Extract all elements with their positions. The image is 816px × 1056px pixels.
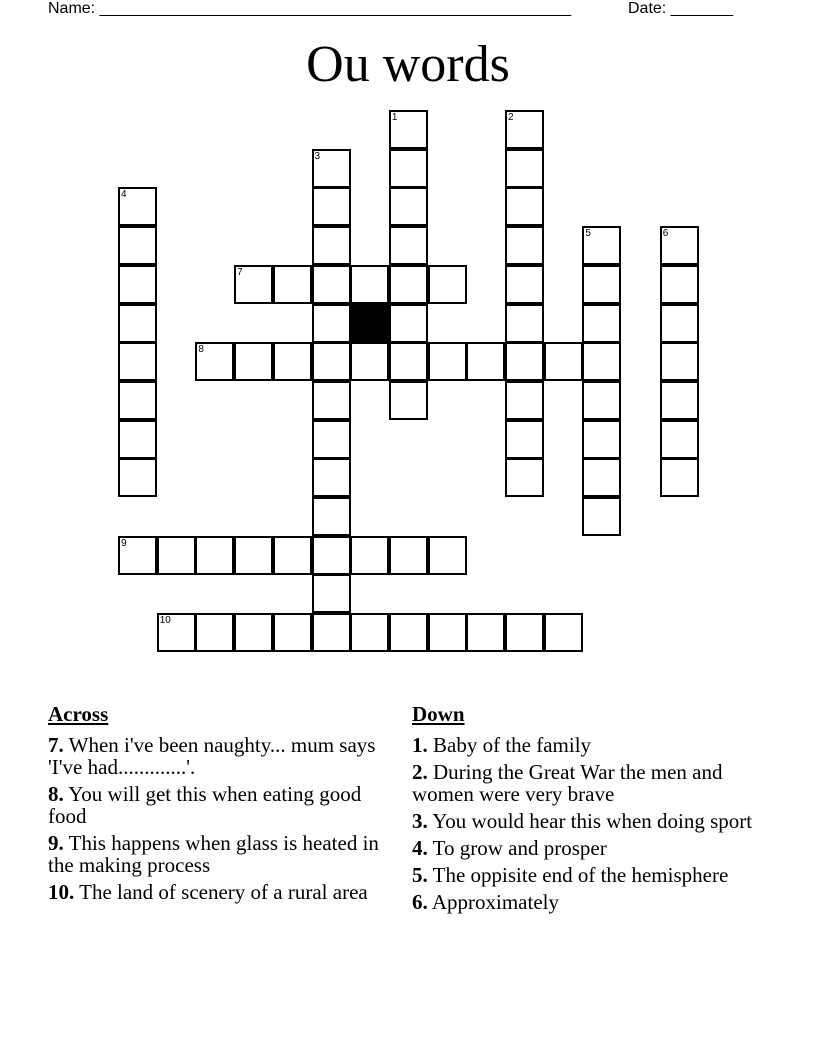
clue-text: To grow and prosper [432,836,607,860]
crossword-cell[interactable] [389,110,428,149]
clue-number: 10. [48,880,75,904]
clue-number: 6. [412,890,428,914]
crossword-cell[interactable] [505,187,544,226]
crossword-cell[interactable] [234,536,273,575]
crossword-cell[interactable] [118,265,157,304]
crossword-cell[interactable] [582,226,621,265]
crossword-cell[interactable] [660,226,699,265]
clue-across-8 [48,783,393,827]
crossword-cell[interactable] [118,420,157,459]
crossword-cell[interactable] [428,536,467,575]
cell-number: 2 [508,112,514,123]
crossword-cell[interactable] [195,613,234,652]
cell-number: 5 [585,228,591,240]
crossword-cell[interactable] [389,381,428,420]
crossword-cell[interactable] [389,149,428,188]
crossword-cell[interactable] [312,342,351,381]
crossword-cell[interactable] [118,187,157,226]
clue-down-6 [412,891,762,913]
crossword-cell[interactable] [428,613,467,652]
crossword-cell[interactable] [466,613,505,652]
page-title: Ou words [306,36,510,93]
clue-text: This happens when glass is heated in the making process [48,831,379,877]
clue-down-4 [412,837,762,859]
clue-number: 3. [412,809,428,833]
crossword-cell[interactable] [312,497,351,536]
crossword-cell[interactable] [273,342,312,381]
black-square [350,304,389,343]
clue-down-1 [412,734,762,756]
clue-number: 2. [412,760,428,784]
crossword-cell[interactable] [582,265,621,304]
crossword-cell[interactable] [505,420,544,459]
clue-number: 4. [412,836,428,860]
crossword-cell[interactable] [660,342,699,381]
clue-text: Baby of the family [433,733,592,757]
crossword-cell[interactable] [505,458,544,497]
crossword-cell[interactable] [118,226,157,265]
clue-number: 8. [48,782,64,806]
crossword-cell[interactable] [312,226,351,265]
date-field-label: Date: _______ [628,0,733,17]
clue-text: You would hear this when doing sport [432,809,753,833]
cell-number: 9 [121,537,127,549]
crossword-cell[interactable] [582,381,621,420]
crossword-cell[interactable] [312,304,351,343]
crossword-cell[interactable] [118,458,157,497]
crossword-cell[interactable] [544,342,583,381]
cell-number: 8 [198,344,204,356]
clue-number: 9. [48,831,64,855]
crossword-cell[interactable] [466,342,505,381]
crossword-cell[interactable] [312,613,351,652]
crossword-cell[interactable] [505,613,544,652]
crossword-cell[interactable] [234,613,273,652]
crossword-cell[interactable] [157,536,196,575]
crossword-cell[interactable] [350,613,389,652]
clue-text: Approximately [431,890,559,914]
clue-text: During the Great War the men and women were very brave [412,760,723,806]
crossword-cell[interactable] [544,613,583,652]
clue-number: 1. [412,733,428,757]
crossword-cell[interactable] [582,420,621,459]
crossword-cell[interactable] [312,420,351,459]
crossword-cell[interactable] [389,226,428,265]
crossword-cell[interactable] [350,342,389,381]
crossword-cell[interactable] [389,536,428,575]
name-field-label: Name: _____________________________________________________ [48,0,572,17]
crossword-cell[interactable] [195,536,234,575]
crossword-cell[interactable] [234,342,273,381]
clue-down-5 [412,864,762,886]
crossword-cell[interactable] [118,536,157,575]
crossword-cell[interactable] [234,265,273,304]
crossword-cell[interactable] [312,149,351,188]
crossword-cell[interactable] [389,342,428,381]
crossword-cell[interactable] [350,536,389,575]
crossword-cell[interactable] [389,265,428,304]
crossword-cell[interactable] [505,304,544,343]
cell-number: 6 [662,228,669,240]
crossword-cell[interactable] [660,304,699,343]
crossword-cell[interactable] [273,613,312,652]
crossword-cell[interactable] [157,613,196,652]
crossword-cell[interactable] [273,265,312,304]
cell-number: 1 [391,112,398,123]
down-clues [412,700,762,918]
crossword-cell[interactable] [350,265,389,304]
crossword-cell[interactable] [312,265,351,304]
crossword-cell[interactable] [660,458,699,497]
crossword-cell[interactable] [505,342,544,381]
crossword-cell[interactable] [582,458,621,497]
crossword-cell[interactable] [505,265,544,304]
clue-text: The land of scenery of a rural area [79,880,368,904]
crossword-cell[interactable] [660,381,699,420]
clue-text: You will get this when eating good food [48,782,362,828]
crossword-cell[interactable] [582,304,621,343]
crossword-cell[interactable] [389,304,428,343]
crossword-cell[interactable] [195,342,234,381]
clue-across-9 [48,832,393,876]
crossword-cell[interactable] [118,342,157,381]
crossword-cell[interactable] [582,497,621,536]
crossword-cell[interactable] [505,149,544,188]
cell-number: 3 [314,150,321,162]
crossword-cell[interactable] [118,304,157,343]
cell-number: 7 [237,266,243,278]
clue-number: 5. [412,863,428,887]
crossword-cell[interactable] [505,226,544,265]
across-clues [48,700,393,908]
clue-number: 7. [48,733,64,757]
crossword-cell[interactable] [505,381,544,420]
crossword-cell[interactable] [312,536,351,575]
clue-across-10 [48,881,393,903]
cell-number: 4 [121,189,127,201]
down-heading: Down [412,702,465,726]
crossword-cell[interactable] [389,187,428,226]
cell-number: 10 [159,615,171,627]
crossword-cell[interactable] [312,458,351,497]
clue-down-3 [412,810,762,832]
clue-text: The oppisite end of the hemisphere [432,863,729,887]
clue-down-2 [412,761,762,805]
clue-text: When i've been naughty... mum says 'I've had.............'. [48,733,376,779]
crossword-cell[interactable] [660,420,699,459]
crossword-cell[interactable] [312,187,351,226]
clue-across-7 [48,734,393,778]
crossword-cell[interactable] [582,342,621,381]
crossword-cell[interactable] [389,613,428,652]
crossword-cell[interactable] [312,574,351,613]
crossword-cell[interactable] [505,110,544,149]
crossword-cell[interactable] [428,265,467,304]
crossword-cell[interactable] [273,536,312,575]
crossword-cell[interactable] [118,381,157,420]
across-heading: Across [48,702,109,726]
crossword-cell[interactable] [428,342,467,381]
crossword-cell[interactable] [312,381,351,420]
crossword-cell[interactable] [660,265,699,304]
